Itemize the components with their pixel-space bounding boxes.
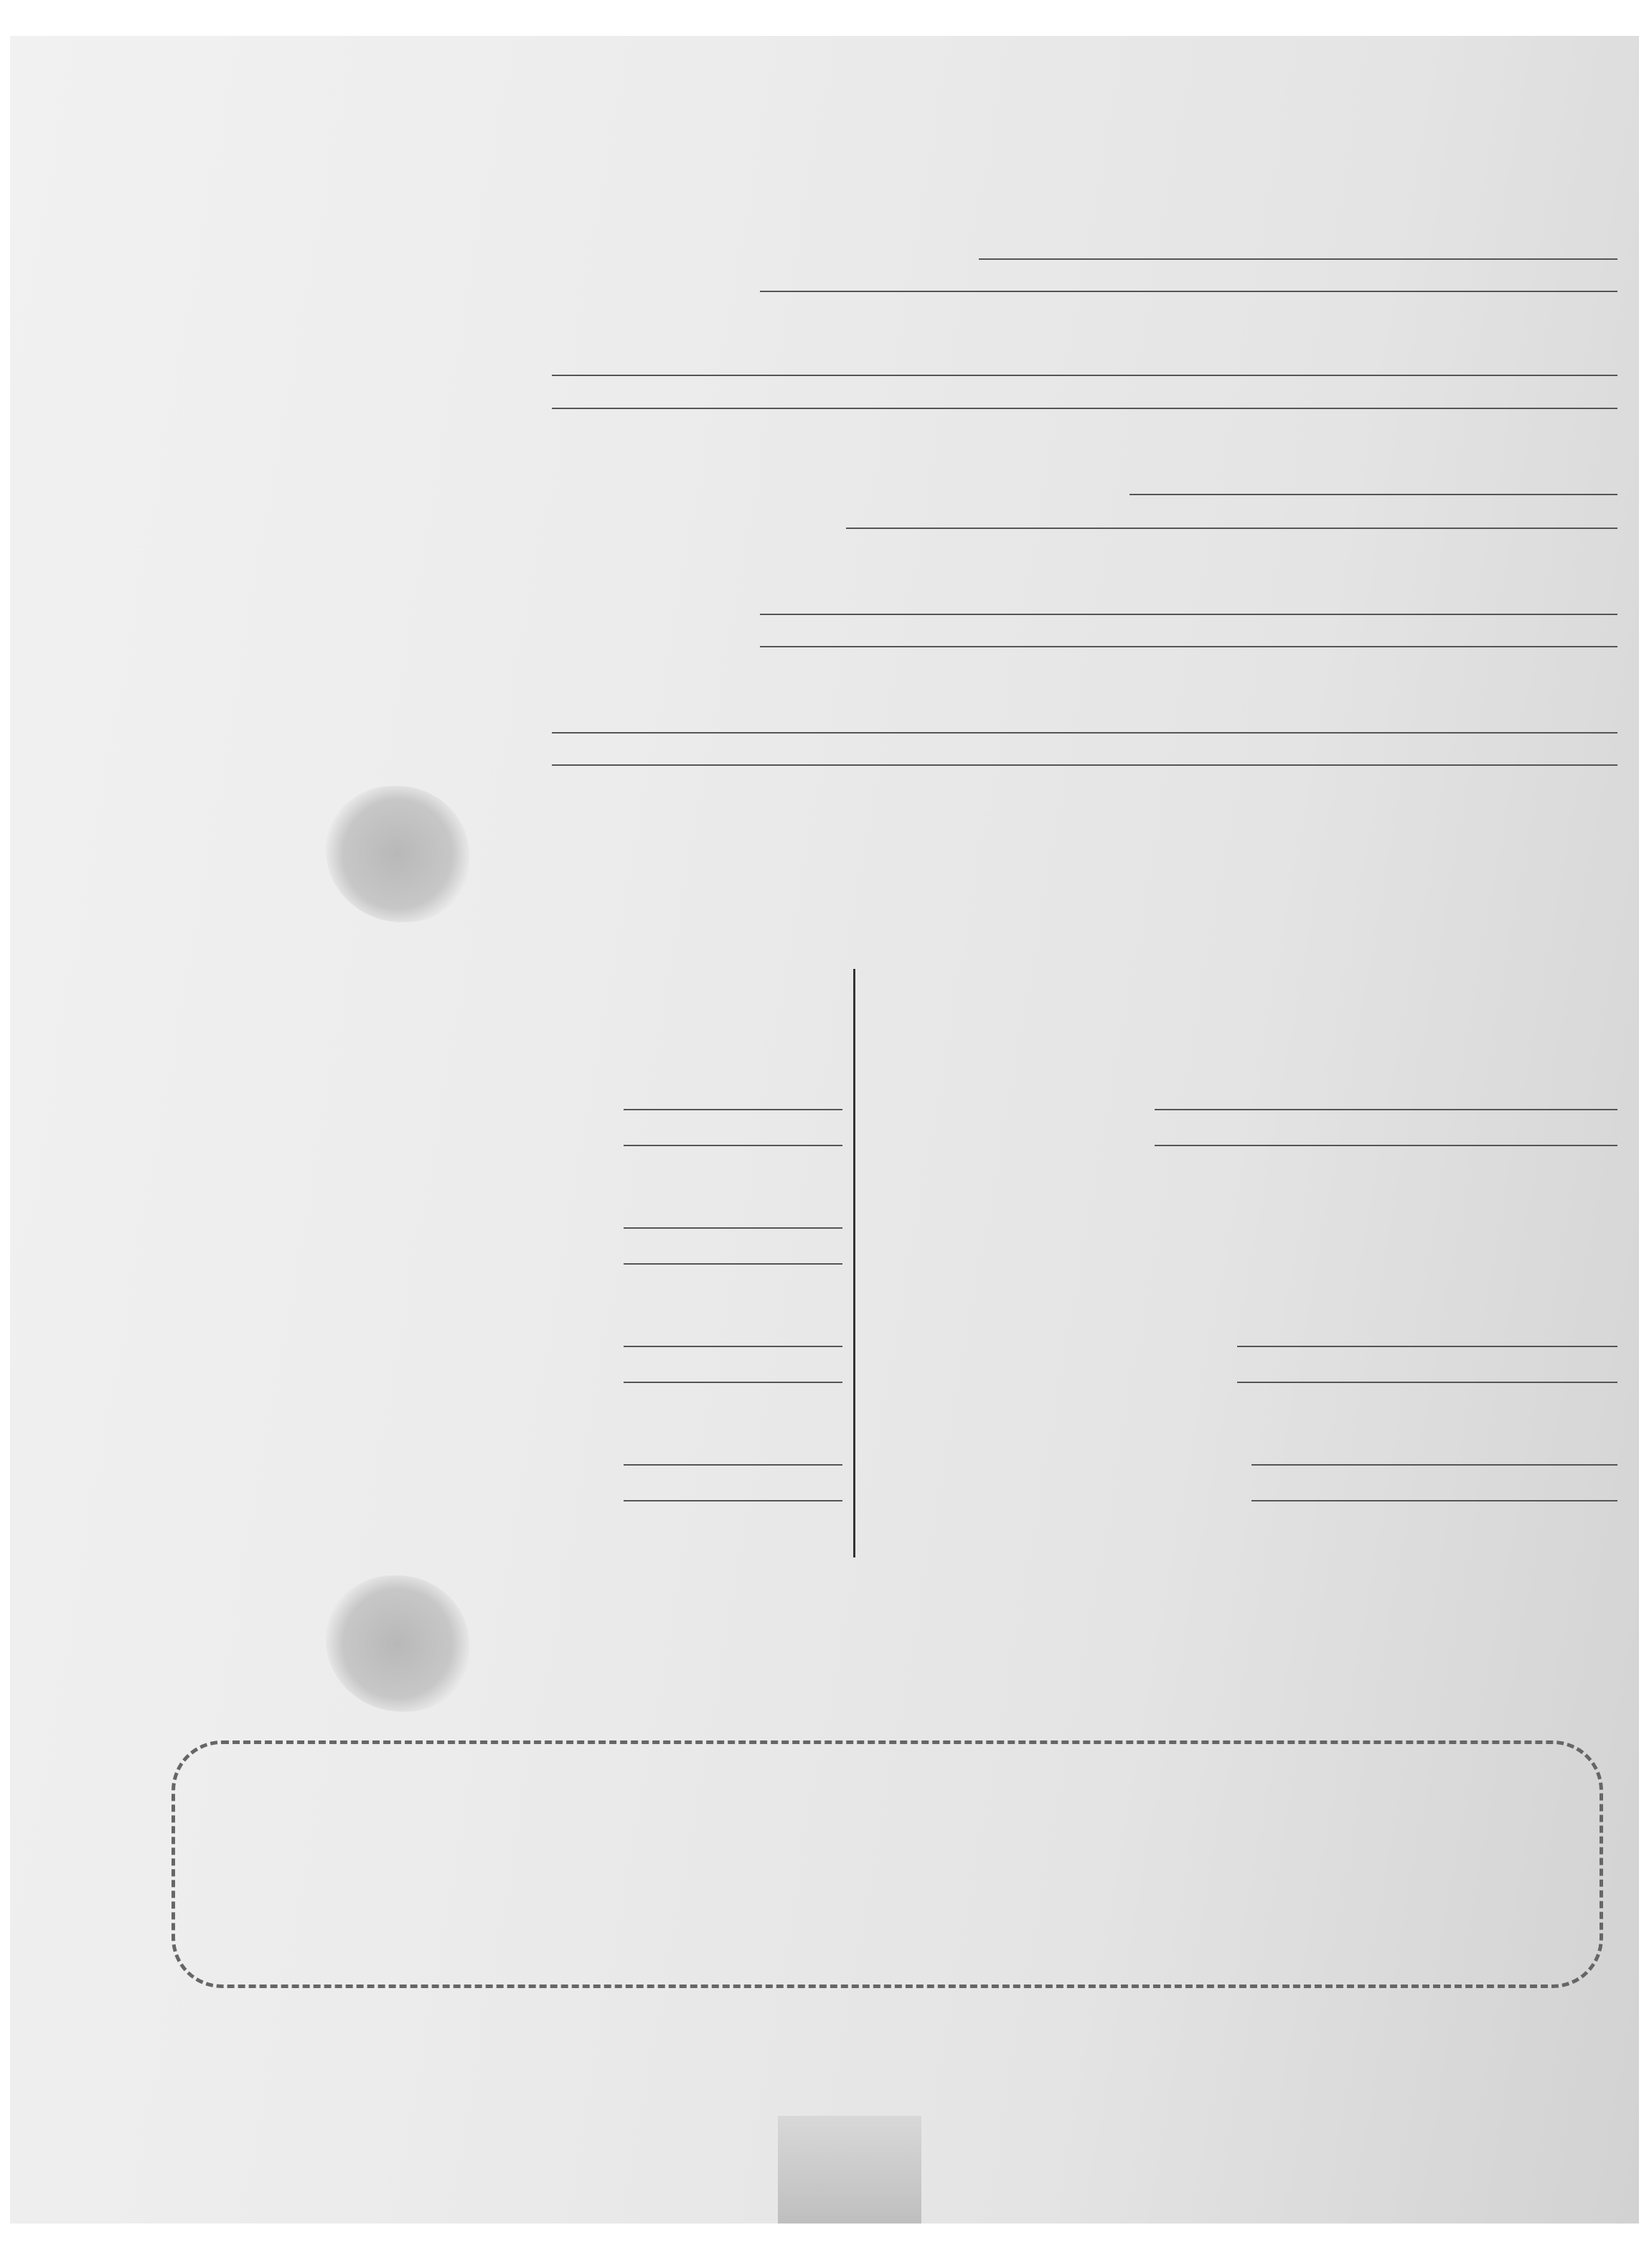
write-line[interactable] bbox=[552, 764, 1617, 766]
write-line[interactable] bbox=[624, 1346, 842, 1347]
write-line[interactable] bbox=[760, 614, 1617, 615]
write-line[interactable] bbox=[624, 1227, 842, 1229]
ink-splat bbox=[326, 1575, 469, 1712]
write-line[interactable] bbox=[1237, 1382, 1617, 1383]
write-line[interactable] bbox=[624, 1382, 842, 1383]
write-line[interactable] bbox=[1237, 1346, 1617, 1347]
write-line[interactable] bbox=[552, 408, 1617, 409]
write-line[interactable] bbox=[552, 375, 1617, 376]
bottom-banner[interactable] bbox=[0, 2225, 1644, 2268]
write-line[interactable] bbox=[1129, 494, 1617, 495]
write-line[interactable] bbox=[624, 1263, 842, 1265]
workbook-page bbox=[10, 36, 1639, 2224]
write-line[interactable] bbox=[1251, 1464, 1617, 1466]
write-line[interactable] bbox=[624, 1109, 842, 1110]
write-line[interactable] bbox=[624, 1500, 842, 1501]
example-frame bbox=[172, 1740, 1603, 1988]
write-line[interactable] bbox=[1251, 1500, 1617, 1501]
write-line[interactable] bbox=[552, 732, 1617, 734]
write-line[interactable] bbox=[624, 1464, 842, 1466]
write-line[interactable] bbox=[760, 291, 1617, 292]
write-line[interactable] bbox=[624, 1145, 842, 1146]
write-line[interactable] bbox=[1155, 1109, 1617, 1110]
column-divider bbox=[853, 969, 855, 1557]
binder-holes-left bbox=[10, 36, 118, 2224]
binder-holes-top bbox=[10, 36, 1639, 194]
page-number bbox=[778, 2116, 921, 2224]
write-line[interactable] bbox=[979, 258, 1617, 260]
ink-splat bbox=[326, 786, 469, 922]
write-line[interactable] bbox=[760, 646, 1617, 647]
write-line[interactable] bbox=[846, 528, 1617, 529]
write-line[interactable] bbox=[1155, 1145, 1617, 1146]
top-banner[interactable] bbox=[0, 0, 1644, 32]
